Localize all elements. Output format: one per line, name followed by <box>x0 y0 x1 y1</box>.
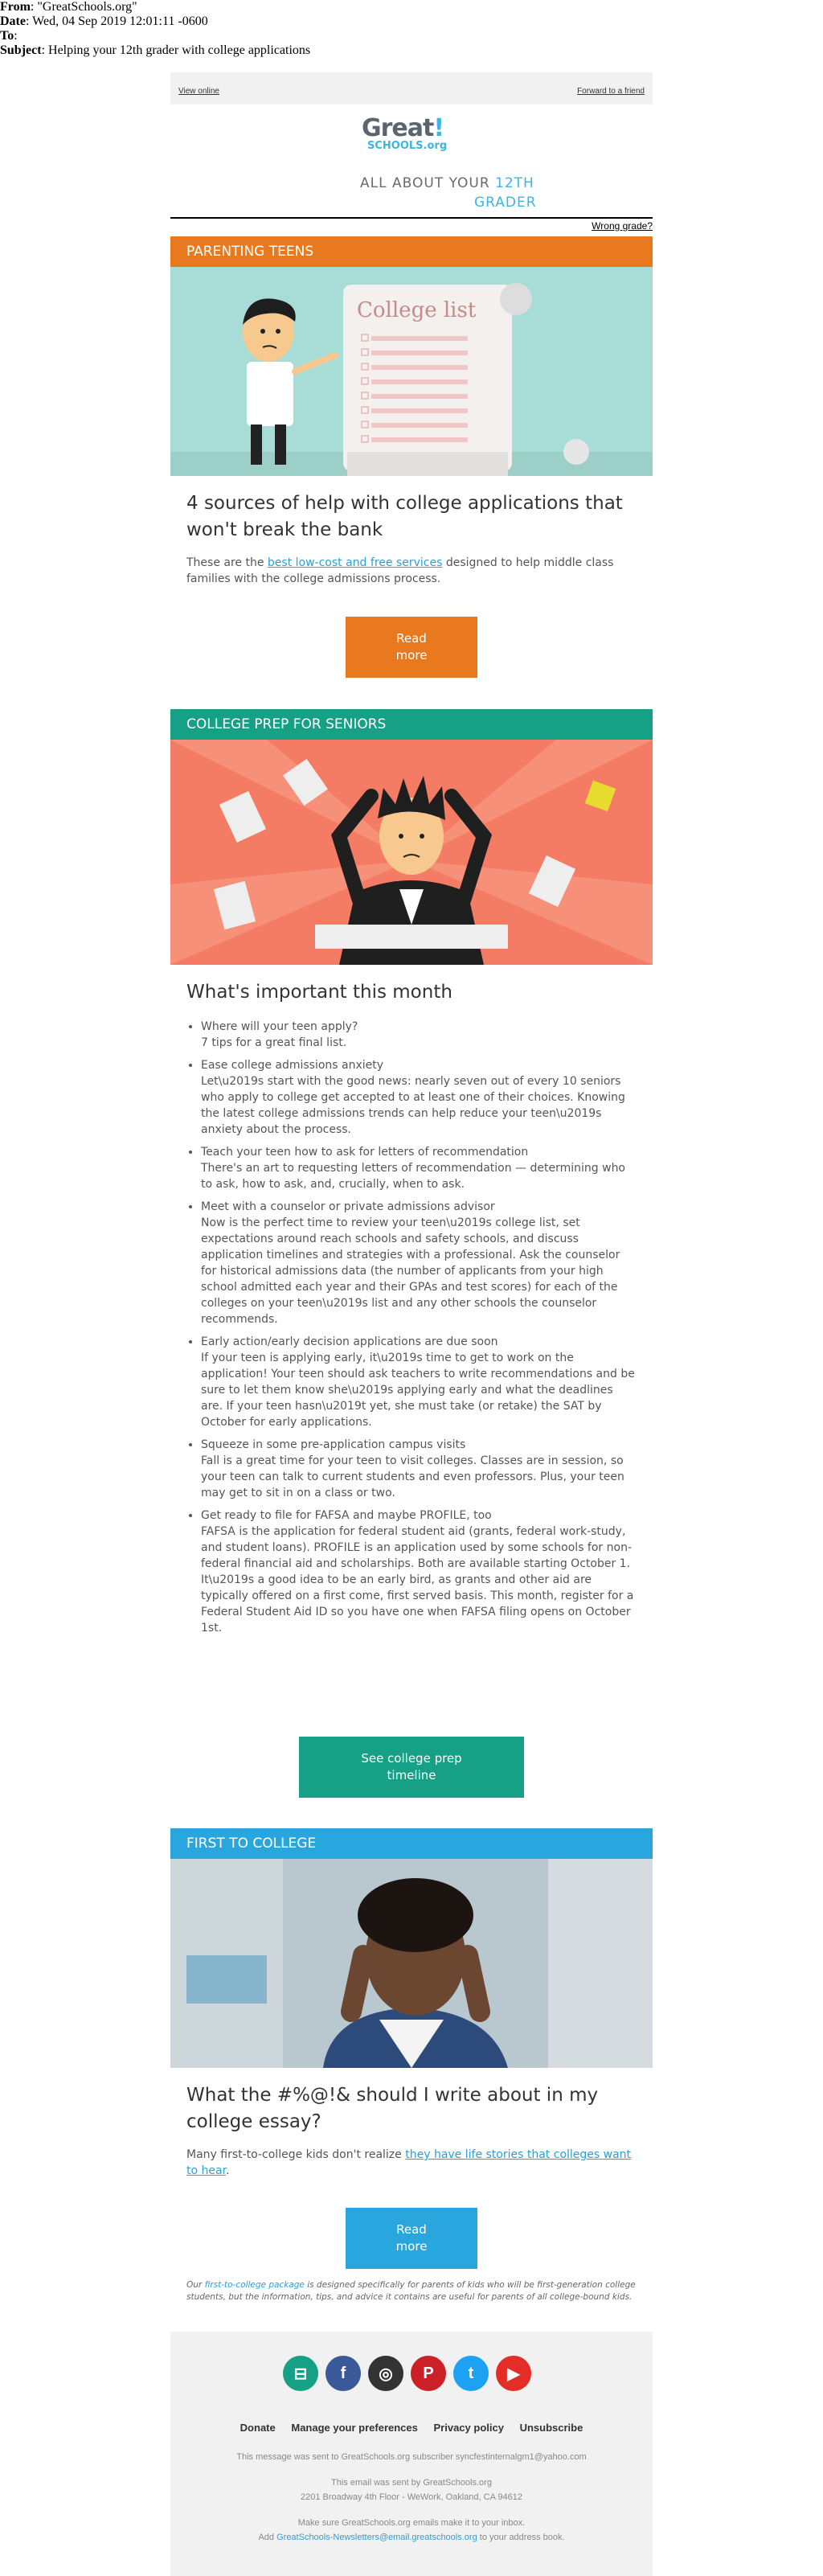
list-item: • Meet with a counselor or private admissions advisor Now is the perfect time to review your teen\u2019s college list, set expectations around reach schools and safety schools, and discuss application timelines and strategies with a professional. Ask the counselor for historical admissions data (the number of applicants from your high school admitted each year and their GPAs and test scores) for each of the colleges on your teen\u2019s list and any other schools the counselor recommends. <box>201 1199 637 1327</box>
unsubscribe-link[interactable]: Unsubscribe <box>519 2422 583 2434</box>
date-line: Date: Wed, 04 Sep 2019 12:01:11 -0600 <box>0 14 208 28</box>
list-item: • Squeeze in some pre-application campus visits Fall is a great time for your teen to visit colleges. Classes are in session, so your teen can talk to current students and even professors. Plus, your teen may get to sit in on a class or two. <box>201 1437 637 1501</box>
newsletter-email-link[interactable]: GreatSchools-Newsletters@email.greatschools.org <box>276 2533 477 2542</box>
shop-icon[interactable]: ⊟ <box>283 2356 318 2391</box>
manage-preferences-link[interactable]: Manage your preferences <box>291 2422 418 2434</box>
item-link[interactable]: 7 tips for a great final list. <box>201 1036 347 1049</box>
section-parenting-teens <box>170 236 653 587</box>
footer-links <box>170 2422 653 2434</box>
item-link[interactable]: determining who to ask, how to ask, and, crucially, when to ask <box>201 1162 626 1191</box>
item-link[interactable]: reach schools <box>320 1233 397 1245</box>
article-title[interactable]: 4 sources of help with college applications that won't break the bank <box>186 493 623 540</box>
list-item: • Where will your teen apply? 7 tips for a great final list. <box>201 1019 637 1051</box>
address-text: 2201 Broadway 4th Floor - WeWork, Oakland, CA 94612 <box>301 2492 522 2502</box>
article-title[interactable]: What the #%@!& should I write about in my college essay? <box>186 2085 599 2132</box>
college-list-art <box>170 267 653 476</box>
logo[interactable] <box>170 105 653 156</box>
item-link[interactable]: application used by some schools <box>394 1541 584 1554</box>
sent-to-text: This message was sent to GreatSchools.org subscriber syncfestinternalgm1@yahoo.com <box>236 2452 587 2462</box>
twitter-icon[interactable]: t <box>453 2356 489 2391</box>
list-item: • Teach your teen how to ask for letters of recommendation There's an art to requesting letters of recommendation — determining who to ask, how to ask, and, crucially, when to ask. <box>201 1144 637 1192</box>
section-band: COLLEGE PREP FOR SENIORS <box>170 709 653 740</box>
stressed-student-illustration[interactable] <box>170 740 653 965</box>
inbox-text: Make sure GreatSchools.org emails make it to your inbox. <box>297 2518 526 2528</box>
divider <box>170 217 653 219</box>
newsletter: View online Forward to a friend Great! SCHOOLS.org ALL ABOUT YOUR 12TH GRADER Wrong grade? PARENTING TEENS College list 4 sources of help with college applications that won't break the bank These are the best low-cost and free services designed to help middle class families with the college admissions process. Read more COLLEGE PREP FOR SENIORS What's important this month • Where will your teen apply? 7 tips for a great final list. • Ease college admissions anxiety Let\u2019s start with the good news: nearly seven out of every 10 seniors who apply to college get accepted to at least one of their choices. Knowing the latest college admissions trends can help reduce your teen\u2019s anxiety about the process. • Teach your teen how to ask for letters of recommendation There's an art to requesting letters of recommendation — determining who to ask, how to ask, and, crucially, when to ask. • Meet with a counselor or private admissions advisor Now is the perfect time to review your teen\u2019s college list, set expectations around reach schools and safety schools, and discuss application timelines and strategies with a professional. Ask the counselor for historical admissions data (the number of applicants from your high school admitted each year and their GPAs and test scores) for each of the colleges on your teen\u2019s list and any other schools the counselor recommends. • Early action/early decision applications are due soon If your teen is applying early, it\u2019s time to get to work on the application! Your teen should ask teachers to write recommendations and be sure to let them know she\u2019s applying early and what the deadlines are. If your teen hasn\u2019t yet, she must take (or retake) the SAT by October for early applications. • Squeeze in some pre-application campus visits Fall is a great time for your teen to visit colleges. Classes are in session, so your teen can talk to current students and even professors. Plus, your teen may get to sit in on a class or two. • Get ready to file for FAFSA and maybe PROFILE, too FAFSA is the application for federal student aid (grants, federal work-study, and student loans). PROFILE is an application used by some schools for non-federal financial aid and scholarships. Both are available starting October 1. It\u2019s a good idea to be an early bird, as grants and other aid are typically offered on a first come, first served basis. This month, register for a Federal Student Aid ID so you have one when FAFSA filing opens on October 1st. See college prep timeline FIRST TO COLLEGE What the #%@!& should I write about in my college essay? Many first-to-college kids don't realize they have life stories that colleges want to hear. Read more Our first-to-college package is designed specifically for parents of kids who will be first-generation college students, but the information, tips, and advice it contains are useful for parents of all college-bound kids. ⊟ f ◎ P t ▶ Donate Manage your preferences Privacy policy Unsubscribe This message was sent to GreatSchools.org subscriber syncfestinternalgm1@yahoo.com This email was sent by GreatSchools.org 2201 Broadway 4th Floor - WeWork, Oakland, CA 94612 Make sure GreatSchools.org emails make it to your inbox. Add GreatSchools-Newsletters@email.greatschools.org to your address book. <box>170 72 653 156</box>
item-link[interactable]: FAFSA <box>201 1525 235 1538</box>
pinterest-icon[interactable]: P <box>411 2356 446 2391</box>
to-line: To: <box>0 29 18 43</box>
item-link[interactable]: college list <box>495 1216 556 1229</box>
list-item: • Get ready to file for FAFSA and maybe PROFILE, too FAFSA is the application for federal student aid (grants, federal work-study, and student loans). PROFILE is an application used by some schools for non-federal financial aid and scholarships. Both are available starting October 1. It\u2019s a good idea to be an early bird, as grants and other aid are typically offered on a first come, first served basis. This month, register for a Federal Student Aid ID so you have one when FAFSA filing opens on October 1st. <box>201 1507 637 1636</box>
logo-sub: SCHOOLS.org <box>367 140 448 152</box>
article-link[interactable]: best low-cost and free services <box>267 556 443 569</box>
privacy-policy-link[interactable]: Privacy policy <box>433 2422 504 2434</box>
student-photo-art <box>170 1859 653 2068</box>
logo-word: Great! <box>362 114 444 142</box>
section-title: What's important this month <box>186 982 452 1003</box>
read-more-button[interactable]: Read more <box>346 617 477 678</box>
section-band: FIRST TO COLLEGE <box>170 1828 653 1859</box>
illustration-caption: College list <box>357 298 477 322</box>
address-book-text: Add GreatSchools-Newsletters@email.greatschools.org to your address book. <box>258 2533 565 2542</box>
list-item: • Ease college admissions anxiety Let\u2019s start with the good news: nearly seven out of every 10 seniors who apply to college get accepted to at least one of their choices. Knowing the latest college admissions trends can help reduce your teen\u2019s anxiety about the process. <box>201 1057 637 1138</box>
forward-link[interactable]: Forward to a friend <box>577 87 645 96</box>
top-bar <box>170 72 653 105</box>
article-link[interactable]: they have life stories that colleges want to hear <box>186 2148 632 2177</box>
article-summary: These are the best low-cost and free services designed to help middle class families with the college admissions process. <box>186 556 614 585</box>
view-online-link[interactable]: View online <box>178 87 219 96</box>
sent-by-text: This email was sent by GreatSchools.org <box>331 2478 492 2488</box>
item-link[interactable]: applying early <box>396 1384 477 1397</box>
from-line: From: "GreatSchools.org" <box>0 0 137 14</box>
section-college-prep <box>170 709 653 1643</box>
college-list-illustration[interactable] <box>170 267 653 476</box>
section-band: PARENTING TEENS <box>170 236 653 267</box>
donate-link[interactable]: Donate <box>240 2422 276 2434</box>
list-item: • Early action/early decision applications are due soon If your teen is applying early, it\u2019s time to get to work on the application! Your teen should ask teachers to write recommendations and be sure to let them know she\u2019s applying early and what the deadlines are. If your teen hasn\u2019t yet, she must take (or retake) the SAT by October for early applications. <box>201 1334 637 1430</box>
footer <box>170 2332 653 2576</box>
package-note: Our first-to-college package is designed specifically for parents of kids who will be first-generation college students, but the information, tips, and advice it contains are useful for parents of all college-bound kids. <box>186 2280 636 2302</box>
item-link[interactable]: Federal Student Aid ID <box>201 1606 328 1618</box>
article-summary: Many first-to-college kids don't realize they have life stories that colleges want to hear. <box>186 2148 632 2177</box>
wrong-grade-link[interactable]: Wrong grade? <box>592 220 653 232</box>
facebook-icon[interactable]: f <box>326 2356 361 2391</box>
package-link[interactable]: first-to-college package <box>204 2280 305 2290</box>
subject-line: Subject: Helping your 12th grader with college applications <box>0 43 311 57</box>
read-more-button[interactable]: Read more <box>346 2208 477 2269</box>
email-header <box>0 0 310 58</box>
student-photo[interactable] <box>170 1859 653 2068</box>
youtube-icon[interactable]: ▶ <box>496 2356 531 2391</box>
college-prep-timeline-button[interactable]: See college prep timeline <box>299 1737 524 1798</box>
instagram-icon[interactable]: ◎ <box>368 2356 403 2391</box>
item-link[interactable]: Knowing the latest college admissions trends <box>201 1091 625 1120</box>
stressed-student-art <box>170 740 653 965</box>
checklist <box>170 1019 653 1636</box>
section-first-to-college <box>170 1828 653 2179</box>
